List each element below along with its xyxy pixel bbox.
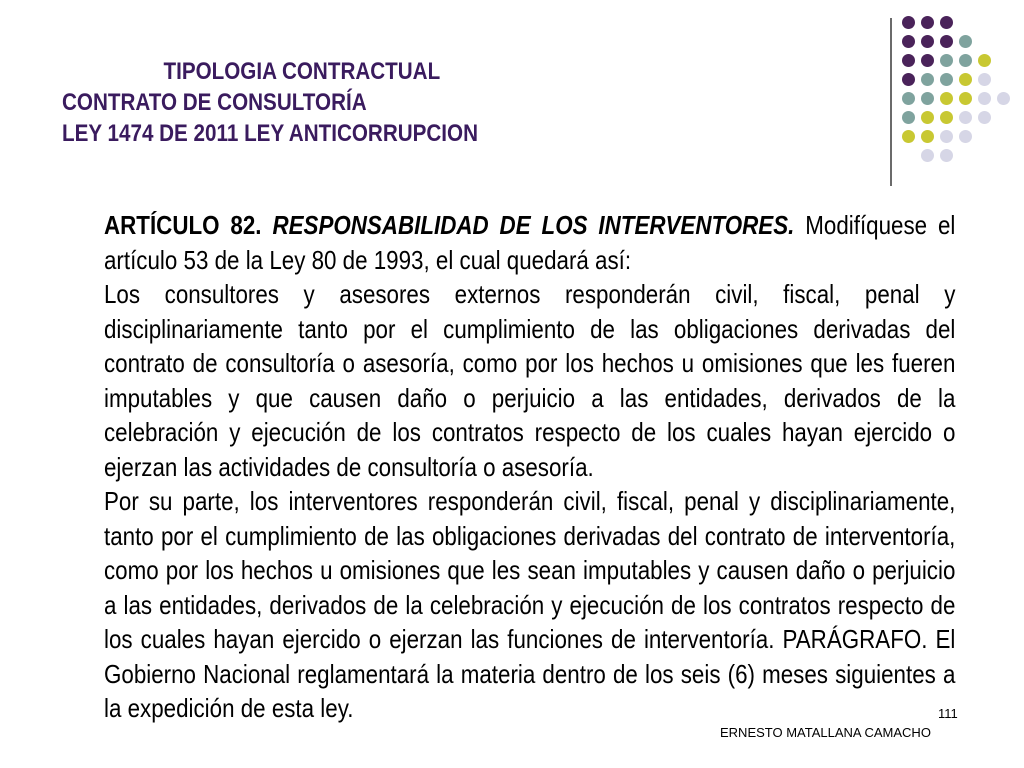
decorative-dot	[997, 92, 1010, 105]
decorative-dot	[940, 16, 953, 29]
decorative-dot	[921, 73, 934, 86]
decorative-dot	[902, 16, 915, 29]
decorative-dot	[940, 73, 953, 86]
title-line-contrato: CONTRATO DE CONSULTORÍA	[62, 89, 367, 116]
decorative-dot	[902, 111, 915, 124]
decorative-dot	[959, 130, 972, 143]
page-number: 111	[938, 706, 958, 721]
decorative-dot	[902, 73, 915, 86]
decorative-dot	[921, 149, 934, 162]
decorative-dot	[978, 111, 991, 124]
decorative-dot	[902, 54, 915, 67]
decorative-dot	[959, 54, 972, 67]
decorative-dot	[940, 149, 953, 162]
article-body	[104, 208, 955, 726]
decorative-dot	[921, 92, 934, 105]
decorative-dot	[978, 92, 991, 105]
title-line-ley: LEY 1474 DE 2011 LEY ANTICORRUPCION	[62, 120, 479, 147]
article-heading-paragraph	[104, 208, 955, 277]
article-heading: RESPONSABILIDAD DE LOS INTERVENTORES.	[272, 210, 795, 240]
decorative-dot	[959, 73, 972, 86]
decorative-dot	[902, 130, 915, 143]
decorative-dot	[902, 92, 915, 105]
decorative-dot	[959, 35, 972, 48]
decorative-dot	[940, 35, 953, 48]
footer-author: ERNESTO MATALLANA CAMACHO	[720, 725, 931, 740]
decorative-dot	[940, 130, 953, 143]
vertical-divider	[890, 18, 892, 186]
article-paragraph-consultores: Los consultores y asesores externos responderán civil, fiscal, penal y disciplinariamente tanto por el cumplimiento de las obligaciones derivadas del contrato de consultoría o asesoría, como por los hechos u omisiones que les fueren imputables y que causen daño o perjuicio a las entidades, derivados de la celebración y ejecución de los contratos respecto de los cuales hayan ejercido o ejerzan las actividades de consultoría o asesoría.	[104, 279, 956, 482]
title-line-tipologia: TIPOLOGIA CONTRACTUAL	[163, 58, 441, 85]
decorative-dot	[921, 54, 934, 67]
decorative-dot	[902, 35, 915, 48]
decorative-dot	[921, 16, 934, 29]
slide-title	[62, 56, 750, 149]
decorative-dot	[921, 130, 934, 143]
decorative-dot	[959, 92, 972, 105]
decorative-dot	[959, 111, 972, 124]
article-number: ARTÍCULO 82.	[104, 210, 262, 240]
decorative-dot	[978, 54, 991, 67]
article-intro: Modifíquese el artículo 53 de la Ley 80 de 1993, el cual quedará así:	[104, 210, 956, 275]
decorative-dot	[921, 35, 934, 48]
decorative-dot	[978, 73, 991, 86]
article-paragraph-interventores: Por su parte, los interventores responderán civil, fiscal, penal y disciplinariamente, tanto por el cumplimiento de las obligaciones derivadas del contrato de interventoría, como por los hechos u omisiones que les sean imputables y causen daño o perjuicio a las entidades, derivados de la celebración y ejecución de los contratos respecto de los cuales hayan ejercido o ejerzan las funciones de interventoría. PARÁGRAFO. El Gobierno Nacional reglamentará la materia dentro de los seis (6) meses siguientes a la expedición de esta ley.	[104, 486, 956, 723]
decorative-dot	[940, 54, 953, 67]
decorative-dot	[940, 111, 953, 124]
decorative-dot	[921, 111, 934, 124]
decorative-dot	[940, 92, 953, 105]
